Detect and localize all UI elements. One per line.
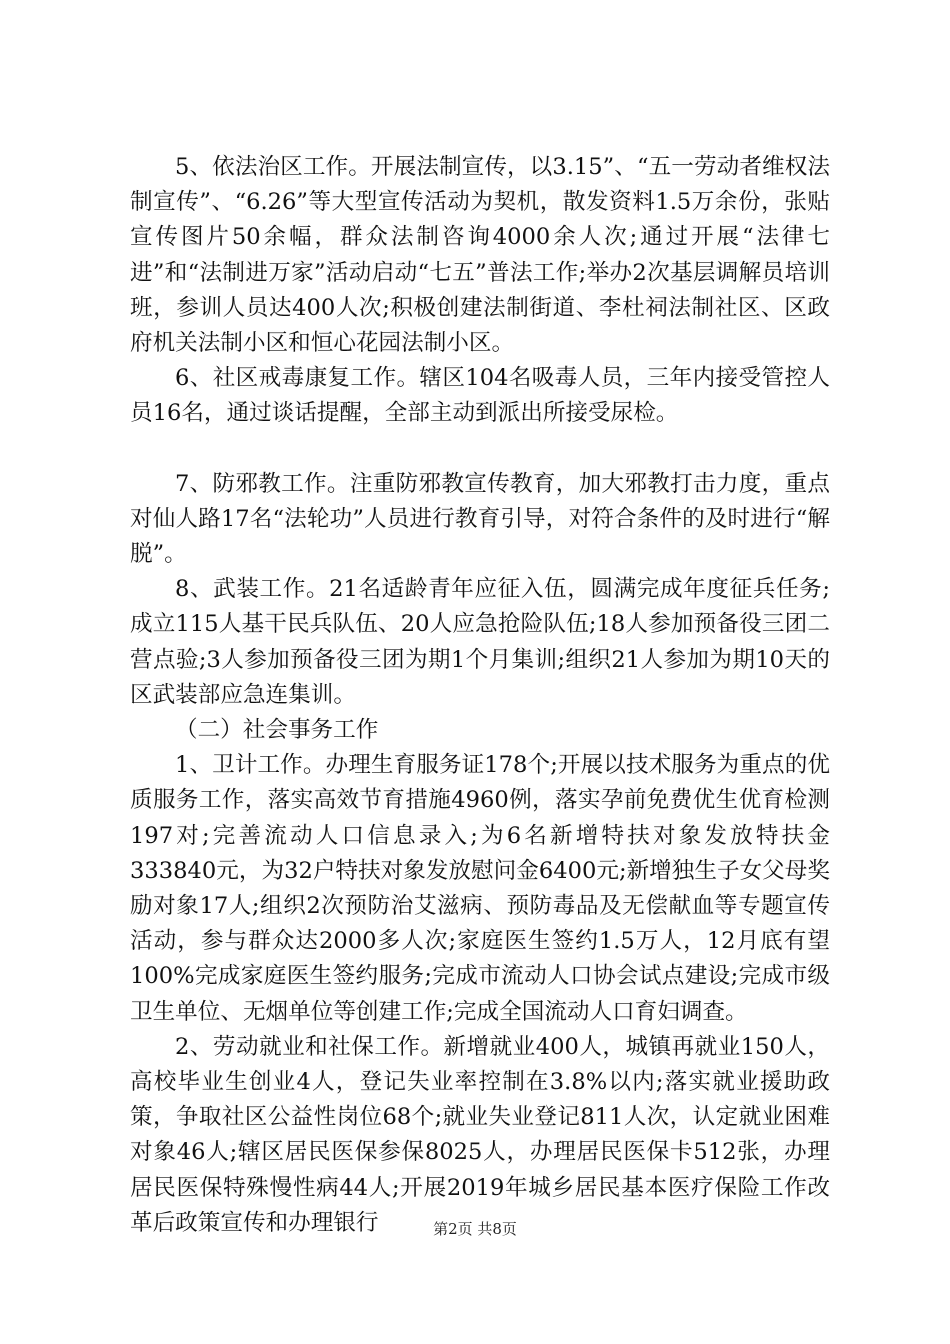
paragraph-armed-forces: 8、武装工作。21名适龄青年应征入伍，圆满完成年度征兵任务;成立115人基干民兵队伍、20人应急抢险队伍;18人参加预备役三团二营点验;3人参加预备役三团为期1个月集训;组织21人参加为期10天的区武装部应急连集训。 (130, 576, 830, 708)
paragraph-employment-social-security: 2、劳动就业和社保工作。新增就业400人，城镇再就业150人，高校毕业生创业4人，登记失业率控制在3.8%以内;落实就业援助政策，争取社区公益性岗位68个;就业失业登记811人次，认定就业困难对象46人;辖区居民医保参保8025人，办理居民医保卡512张，办理居民医保特殊慢性病44人;开展2019年城乡居民基本医疗保险工作改革后政策宣传和办理银行 (130, 1033, 830, 1236)
paragraph-health-family-planning: 1、卫计工作。办理生育服务证178个;开展以技术服务为重点的优质服务工作，落实高效节育措施4960例，落实孕前免费优生优育检测197对;完善流动人口信息录入;为6名新增特扶对象发放特扶金333840元，为32户特扶对象发放慰问金6400元;新增独生子女父母奖励对象17人;组织2次预防治艾滋病、预防毒品及无偿献血等专题宣传活动，参与群众达2000多人次;家庭医生签约1.5万人，12月底有望100%完成家庭医生签约服务;完成市流动人口协会试点建设;完成市级卫生单位、无烟单位等创建工作;完成全国流动人口育妇调查。 (130, 752, 830, 1025)
paragraph-anti-cult: 7、防邪教工作。注重防邪教宣传教育，加大邪教打击力度，重点对仙人路17名“法轮功”人员进行教育引导，对符合条件的及时进行“解脱”。 (130, 470, 830, 568)
section-heading-social-affairs: （二）社会事务工作 (175, 717, 379, 744)
page-footer: 第2页 共8页 (433, 1220, 517, 1238)
paragraph-rule-of-law: 5、依法治区工作。开展法制宣传，以3.15”、“五一劳动者维权法制宣传”、“6.26”等大型宣传活动为契机，散发资料1.5万余份，张贴宣传图片50余幅，群众法制咨询4000余人次;通过开展“法律七进”和“法制进万家”活动启动“七五”普法工作;举办2次基层调解员培训班，参训人员达400人次;积极创建法制街道、李杜祠法制社区、区政府机关法制小区和恒心花园法制小区。 (130, 154, 830, 357)
paragraph-drug-rehab: 6、社区戒毒康复工作。辖区104名吸毒人员，三年内接受管控人员16名，通过谈话提醒，全部主动到派出所接受尿检。 (130, 365, 830, 427)
document-body (130, 150, 830, 1241)
